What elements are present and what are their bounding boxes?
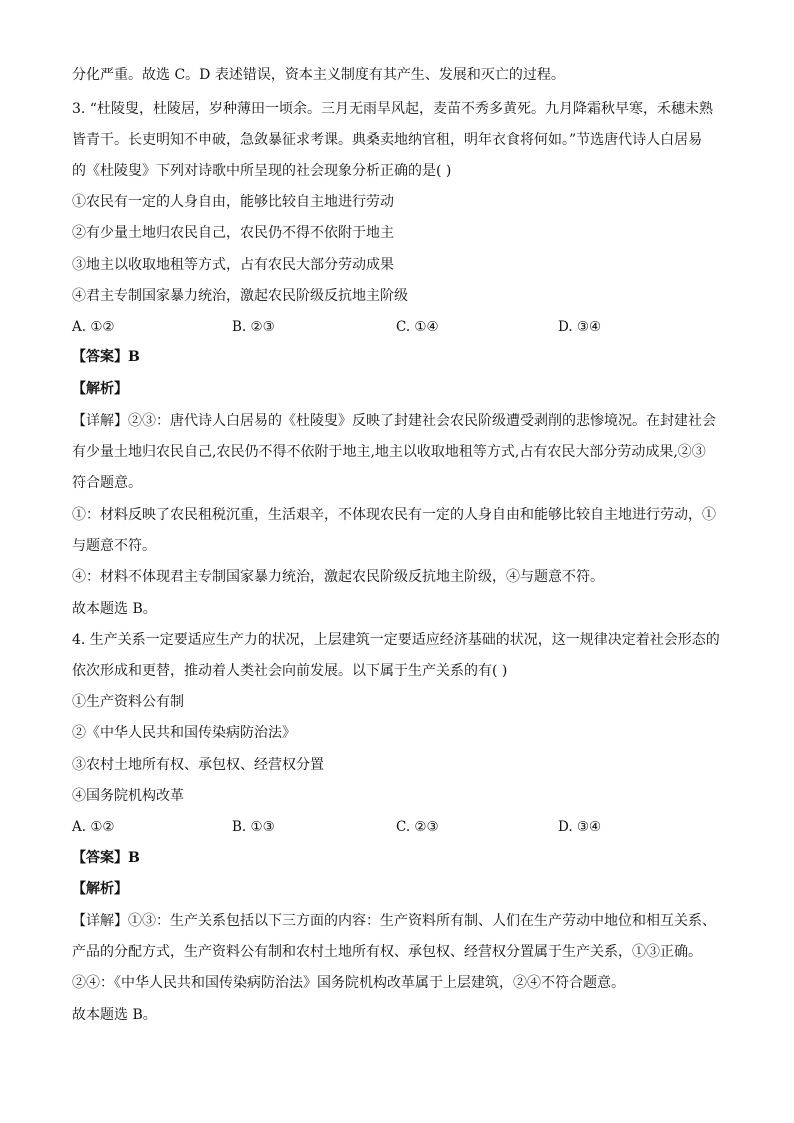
q4-statement-4: ④国务院机构改革 (72, 788, 184, 804)
q4-option-d: D. ③④ (558, 819, 602, 835)
q3-option-d: D. ③④ (558, 319, 602, 335)
q4-detail-line-1: 【详解】①③：生产关系包括以下三方面的内容：生产资料所有制、人们在生产劳动中地位和相互关系、 (72, 913, 716, 929)
q3-conclusion: 故本题选 B。 (72, 601, 157, 617)
q3-statement-4: ④君主专制国家暴力统治，激起农民阶级反抗地主阶级 (72, 288, 408, 304)
q3-stem-line-3: 的《杜陵叟》下列对诗歌中所呈现的社会现象分析正确的是( ) (72, 163, 452, 179)
q3-detail-line-5: 与题意不符。 (72, 538, 156, 554)
q3-statement-2: ②有少量土地归农民自己，农民仍不得不依附于地主 (72, 225, 394, 241)
q4-conclusion: 故本题选 B。 (72, 1007, 157, 1023)
q4-statement-1: ①生产资料公有制 (72, 694, 184, 710)
q3-statement-3: ③地主以收取地租等方式，占有农民大部分劳动成果 (72, 257, 394, 273)
q3-stem-line-1: 3. “杜陵叟，杜陵居，岁种薄田一顷余。三月无雨旱风起，麦苗不秀多黄死。九月降霜秋早寒，禾穗未熟 (72, 101, 713, 117)
q4-stem-line-2: 依次形成和更替，推动着人类社会向前发展。以下属于生产关系的有( ) (72, 663, 508, 679)
q3-statement-1: ①农民有一定的人身自由，能够比较自主地进行劳动 (72, 194, 394, 210)
q3-option-a: A. ①② (72, 319, 115, 335)
q4-statement-2: ②《中华人民共和国传染病防治法》 (72, 725, 296, 741)
q3-detail-line-6: ④：材料不体现君主专制国家暴力统治，激起农民阶级反抗地主阶级，④与题意不符。 (72, 569, 604, 585)
q4-detail-line-3: ②④：《中华人民共和国传染病防治法》国务院机构改革属于上层建筑，②④不符合题意。 (72, 975, 625, 991)
q3-detail-line-4: ①：材料反映了农民租税沉重，生活艰辛，不体现农民有一定的人身自由和能够比较自主地进行劳动，① (72, 507, 716, 523)
q3-analysis-heading: 【解析】 (72, 381, 128, 397)
q3-detail-line-3: 符合题意。 (72, 475, 142, 491)
q3-detail-line-2: 有少量土地归农民自己,农民仍不得不依附于地主,地主以收取地租等方式,占有农民大部分劳动成果,②③ (72, 444, 706, 460)
q3-option-c: C. ①④ (396, 319, 439, 335)
q4-option-a: A. ①② (72, 819, 115, 835)
q3-stem-line-2: 皆青干。长吏明知不申破，急敛暴征求考课。典桑卖地纳官租，明年衣食将何如。”节选唐代诗人白居易 (72, 132, 703, 148)
q2-analysis-tail: 分化严重。故选 C。D 表述错误，资本主义制度有其产生、发展和灭亡的过程。 (72, 67, 565, 83)
q4-detail-line-2: 产品的分配方式，生产资料公有制和农村土地所有权、承包权、经营权分置属于生产关系，①③正确。 (72, 944, 702, 960)
q3-option-b: B. ②③ (232, 319, 275, 335)
q3-answer: 【答案】B (72, 349, 140, 365)
q4-stem-line-1: 4. 生产关系一定要适应生产力的状况，上层建筑一定要适应经济基础的状况，这一规律决定着社会形态的 (72, 632, 720, 648)
q4-option-c: C. ②③ (396, 819, 439, 835)
q4-analysis-heading: 【解析】 (72, 881, 128, 897)
q4-answer: 【答案】B (72, 850, 140, 866)
q4-statement-3: ③农村土地所有权、承包权、经营权分置 (72, 757, 324, 773)
q3-detail-line-1: 【详解】②③：唐代诗人白居易的《杜陵叟》反映了封建社会农民阶级遭受剥削的悲惨境况。在封建社会 (72, 413, 716, 429)
q4-option-b: B. ①③ (232, 819, 275, 835)
